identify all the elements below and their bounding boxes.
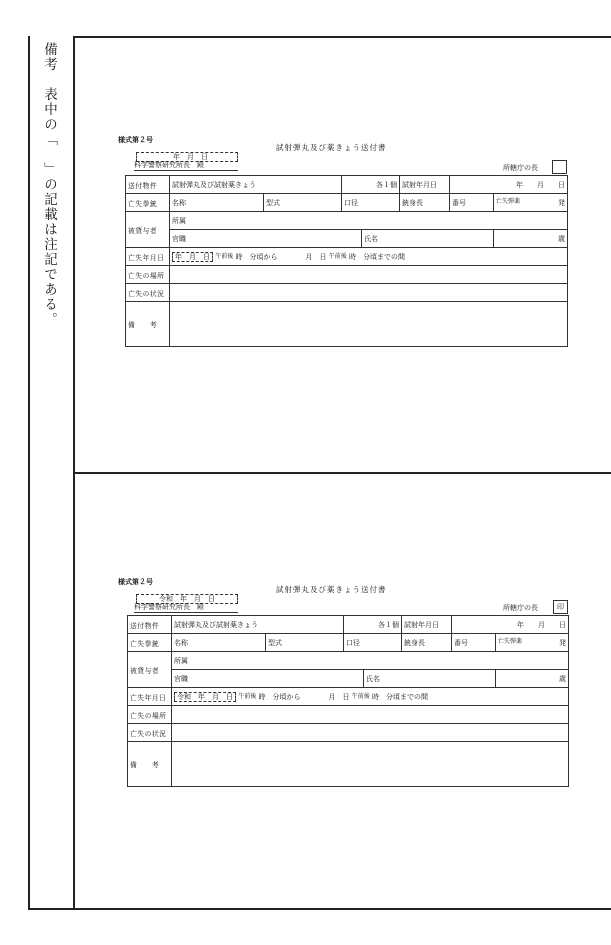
pistol-caliber: 口径 xyxy=(342,194,400,212)
shipment-item: 試射弾丸及び試射薬きょう xyxy=(170,176,342,194)
pistol-barrel: 銃身長 xyxy=(400,194,450,212)
loss-situation-value xyxy=(172,724,569,742)
borrower-name: 氏名 xyxy=(364,670,496,688)
loss-place-value xyxy=(170,266,568,284)
shipment-label: 送付物件 xyxy=(126,176,170,194)
borrower-dept: 所属 xyxy=(172,652,569,670)
side-note: 備考 表中の「 」の記載は注記である。 xyxy=(41,42,57,327)
form-title: 試射弾丸及び薬きょう送付書 xyxy=(276,585,387,594)
pistol-number: 番号 xyxy=(452,634,496,652)
date-box: 年 月 日 xyxy=(136,152,238,162)
borrower-age: 歳 xyxy=(494,230,568,248)
firing-date: 年 月 日 xyxy=(450,176,568,194)
pistol-name: 名称 xyxy=(170,194,264,212)
loss-place-label: 亡失の場所 xyxy=(126,266,170,284)
borrower-label: 被貸与者 xyxy=(128,652,172,688)
lost-ammo-label: 亡失弾薬 xyxy=(498,637,523,645)
loss-to: 時 分頃までの間 xyxy=(371,692,428,701)
loss-mid-date: 月 日 xyxy=(328,692,350,701)
addressee: 科学警察研究所長 殿 xyxy=(134,603,238,613)
remarks-label: 備 考 xyxy=(126,302,170,347)
remarks-value xyxy=(170,302,568,347)
loss-date: 令和 年 月 日 xyxy=(174,692,236,702)
lost-ammo-label: 亡失弾薬 xyxy=(496,197,521,205)
pistol-caliber: 口径 xyxy=(344,634,402,652)
loss-mid-date: 月 日 xyxy=(305,252,327,261)
pistol-name: 名称 xyxy=(172,634,266,652)
borrower-label: 被貸与者 xyxy=(126,212,170,248)
middle-rule xyxy=(75,472,611,474)
side-note-column xyxy=(28,36,75,908)
loss-place-value xyxy=(172,706,569,724)
firing-date-label: 試射年月日 xyxy=(400,176,450,194)
borrower-dept: 所属 xyxy=(170,212,568,230)
addressee: 科学警察研究所長 殿 xyxy=(134,161,238,171)
ampm-1: 午前後 xyxy=(215,252,234,260)
top-rule xyxy=(75,36,611,38)
lost-pistol-label: 亡失拳銃 xyxy=(126,194,170,212)
ammo-count-unit: 発 xyxy=(559,638,566,647)
form-label: 様式第２号 xyxy=(118,136,153,144)
chief-label: 所轄庁の長 xyxy=(503,604,538,612)
pistol-model: 型式 xyxy=(264,194,342,212)
ampm-2: 午前後 xyxy=(328,252,347,260)
firing-date: 年 月 日 xyxy=(452,616,569,634)
loss-situation-label: 亡失の状況 xyxy=(128,724,172,742)
seal-box xyxy=(552,160,567,174)
form-table xyxy=(125,175,568,347)
loss-situation-value xyxy=(170,284,568,302)
loss-to: 時 分頃までの間 xyxy=(348,252,405,261)
borrower-age: 歳 xyxy=(496,670,569,688)
borrower-rank: 官職 xyxy=(172,670,364,688)
loss-situation-label: 亡失の状況 xyxy=(126,284,170,302)
pistol-number: 番号 xyxy=(450,194,494,212)
borrower-rank: 官職 xyxy=(170,230,362,248)
shipment-each: 各１個 xyxy=(342,176,400,194)
loss-from: 時 分頃から xyxy=(258,692,301,701)
date-box: 令和 年 月 日 xyxy=(136,594,238,604)
shipment-item: 試射弾丸及び試射薬きょう xyxy=(172,616,344,634)
pistol-model: 型式 xyxy=(266,634,344,652)
loss-date-label: 亡失年月日 xyxy=(128,688,172,706)
shipment-label: 送付物件 xyxy=(128,616,172,634)
remarks-value xyxy=(172,742,569,787)
form-title: 試射弾丸及び薬きょう送付書 xyxy=(276,143,387,152)
loss-place-label: 亡失の場所 xyxy=(128,706,172,724)
ampm-1: 午前後 xyxy=(238,692,257,700)
loss-from: 時 分頃から xyxy=(235,252,278,261)
remarks-label: 備 考 xyxy=(128,742,172,787)
firing-date-label: 試射年月日 xyxy=(402,616,452,634)
shipment-each: 各１個 xyxy=(344,616,402,634)
seal-box: 印 xyxy=(553,600,568,614)
pistol-barrel: 銃身長 xyxy=(402,634,452,652)
form-label: 様式第２号 xyxy=(118,578,153,586)
form-table xyxy=(127,615,569,787)
ammo-count-unit: 発 xyxy=(558,198,565,207)
loss-date-label: 亡失年月日 xyxy=(126,248,170,266)
chief-label: 所轄庁の長 xyxy=(503,164,538,172)
ampm-2: 午前後 xyxy=(351,692,370,700)
lost-pistol-label: 亡失拳銃 xyxy=(128,634,172,652)
borrower-name: 氏名 xyxy=(362,230,494,248)
loss-date: 年 月 日 xyxy=(172,252,213,262)
